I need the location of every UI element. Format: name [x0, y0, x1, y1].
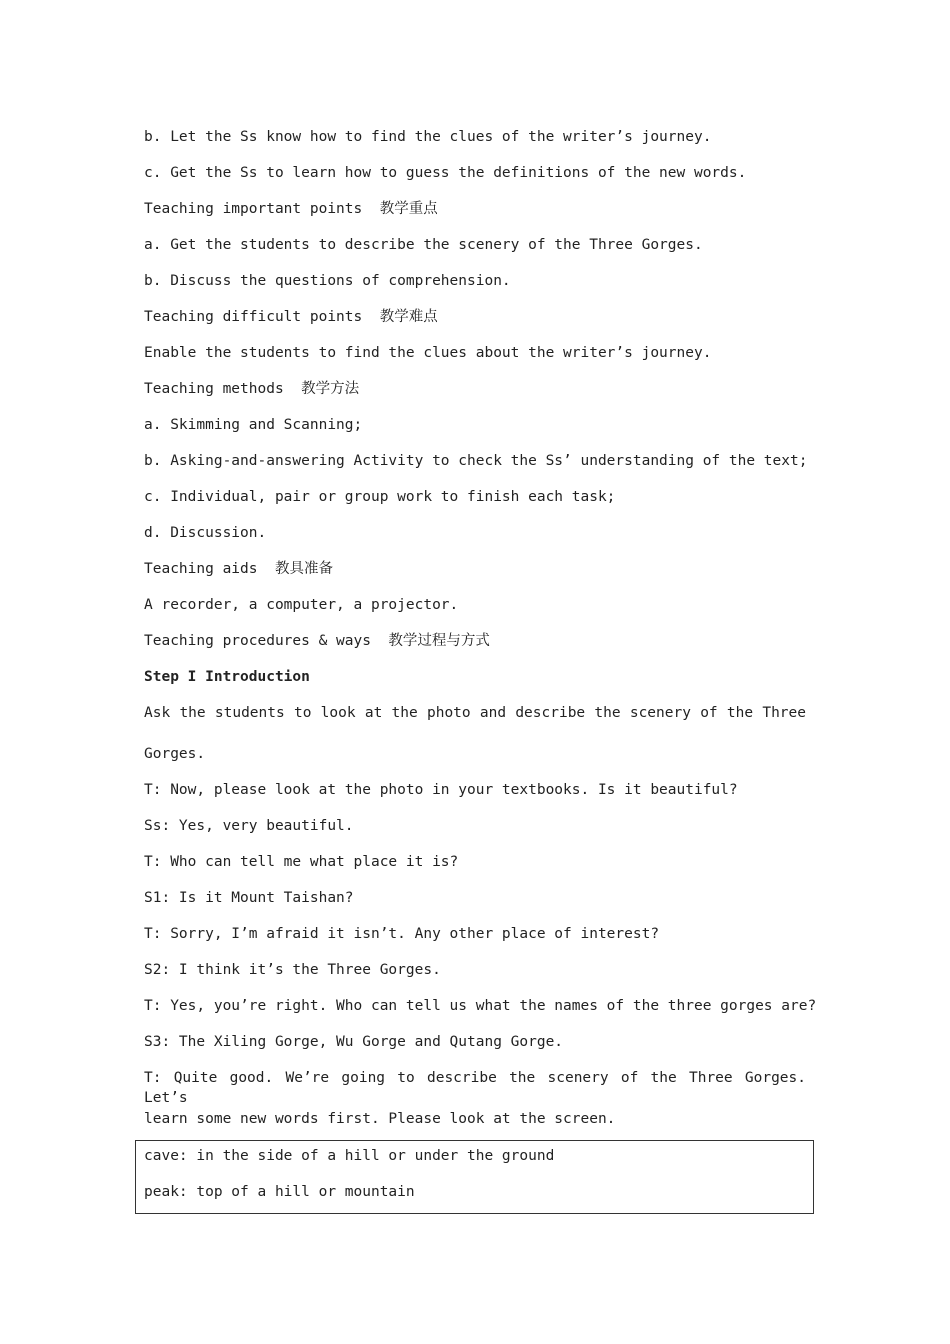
dialogue-line: T: Yes, you’re right. Who can tell us what the names of the three gorges are? [144, 998, 817, 1014]
heading-difficult-points: Teaching difficult points 教学难点 [144, 309, 438, 325]
method-b: b. Asking-and-answering Activity to check the Ss’ understanding of the text; [144, 453, 808, 469]
instruction-line-1: Ask the students to look at the photo and describe the scenery of the Three [144, 705, 806, 721]
vocab-peak: peak: top of a hill or mountain [144, 1184, 415, 1200]
objective-b: b. Let the Ss know how to find the clues of the writer’s journey. [144, 129, 712, 145]
method-a: a. Skimming and Scanning; [144, 417, 363, 433]
dialogue-line: S2: I think it’s the Three Gorges. [144, 962, 441, 978]
dialogue-line: S3: The Xiling Gorge, Wu Gorge and Qutang Gorge. [144, 1034, 564, 1050]
dialogue-line: learn some new words first. Please look at the screen. [144, 1111, 616, 1127]
vocabulary-box [135, 1140, 814, 1214]
dialogue-line: T: Who can tell me what place it is? [144, 854, 459, 870]
heading-aids: Teaching aids 教具准备 [144, 561, 333, 577]
dialogue-line: T: Sorry, I’m afraid it isn’t. Any other place of interest? [144, 926, 660, 942]
important-point-b: b. Discuss the questions of comprehension. [144, 273, 511, 289]
instruction-line-2: Gorges. [144, 746, 206, 762]
method-d: d. Discussion. [144, 525, 267, 541]
heading-methods: Teaching methods 教学方法 [144, 381, 360, 397]
step-heading: Step I Introduction [144, 669, 310, 685]
vocab-cave: cave: in the side of a hill or under the ground [144, 1148, 555, 1164]
dialogue-line: T: Now, please look at the photo in your textbooks. Is it beautiful? [144, 782, 738, 798]
heading-procedures: Teaching procedures & ways 教学过程与方式 [144, 633, 490, 649]
objective-c: c. Get the Ss to learn how to guess the definitions of the new words. [144, 165, 747, 181]
method-c: c. Individual, pair or group work to finish each task; [144, 489, 616, 505]
important-point-a: a. Get the students to describe the scenery of the Three Gorges. [144, 237, 703, 253]
difficult-point: Enable the students to find the clues about the writer’s journey. [144, 345, 712, 361]
dialogue-line: Ss: Yes, very beautiful. [144, 818, 354, 834]
aids-list: A recorder, a computer, a projector. [144, 597, 459, 613]
dialogue-line: S1: Is it Mount Taishan? [144, 890, 354, 906]
dialogue-line: T: Quite good. We’re going to describe the scenery of the Three Gorges. Let’s [144, 1070, 806, 1106]
heading-important-points: Teaching important points 教学重点 [144, 201, 438, 217]
